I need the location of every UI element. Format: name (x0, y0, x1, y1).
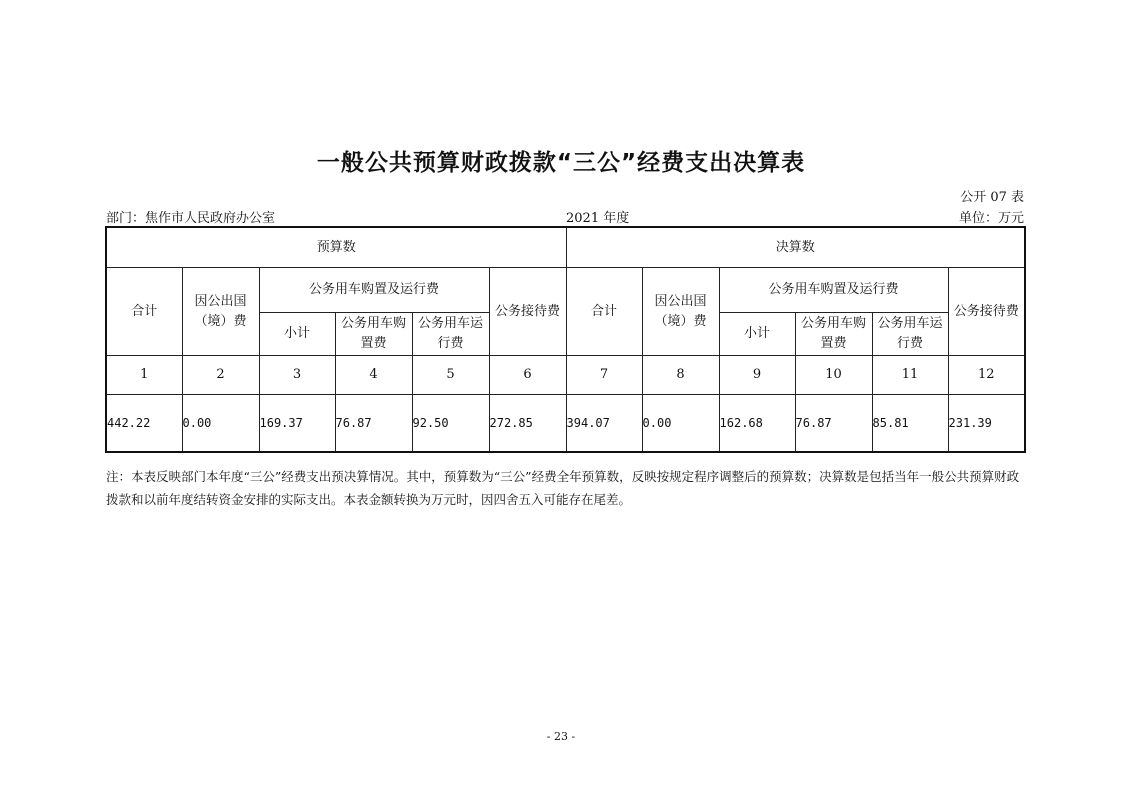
table-cell: 162.68 (719, 395, 795, 453)
table-cell: 0.00 (642, 395, 719, 453)
final-reception-header: 公务接待费 (948, 268, 1025, 356)
column-number: 7 (566, 356, 642, 395)
table-cell: 442.22 (106, 395, 182, 453)
budget-vehicle-operation-header: 公务用车运行费 (412, 313, 489, 356)
column-number: 1 (106, 356, 182, 395)
column-number: 8 (642, 356, 719, 395)
table-cell: 85.81 (872, 395, 948, 453)
final-vehicle-group-header: 公务用车购置及运行费 (719, 268, 948, 313)
final-abroad-header: 因公出国（境）费 (642, 268, 719, 356)
budget-vehicle-purchase-header: 公务用车购置费 (335, 313, 412, 356)
final-group-header: 决算数 (566, 227, 1025, 268)
budget-reception-header: 公务接待费 (489, 268, 566, 356)
budget-total-header: 合计 (106, 268, 182, 356)
budget-vehicle-group-header: 公务用车购置及运行费 (259, 268, 489, 313)
expense-table (105, 226, 1026, 453)
table-cell: 76.87 (795, 395, 872, 453)
final-subtotal-header: 小计 (719, 313, 795, 356)
fiscal-year: 2021 年度 (566, 211, 630, 226)
table-cell: 76.87 (335, 395, 412, 453)
column-number: 3 (259, 356, 335, 395)
budget-subtotal-header: 小计 (259, 313, 335, 356)
table-cell: 169.37 (259, 395, 335, 453)
final-total-header: 合计 (566, 268, 642, 356)
table-cell: 0.00 (182, 395, 259, 453)
column-number: 4 (335, 356, 412, 395)
column-number: 9 (719, 356, 795, 395)
column-number: 6 (489, 356, 566, 395)
column-number: 2 (182, 356, 259, 395)
department-label: 部门：焦作市人民政府办公室 (106, 211, 276, 226)
page-title: 一般公共预算财政拨款“三公”经费支出决算表 (316, 150, 806, 176)
table-cell: 231.39 (948, 395, 1025, 453)
budget-group-header: 预算数 (106, 227, 566, 268)
unit-label: 单位：万元 (958, 211, 1024, 226)
table-cell: 394.07 (566, 395, 642, 453)
final-vehicle-operation-header: 公务用车运行费 (872, 313, 948, 356)
column-number: 10 (795, 356, 872, 395)
form-number: 公开 07 表 (960, 190, 1024, 205)
table-row (106, 395, 1025, 453)
budget-abroad-header: 因公出国（境）费 (182, 268, 259, 356)
page-number: - 23 - (546, 730, 576, 743)
column-number: 12 (948, 356, 1025, 395)
table-cell: 272.85 (489, 395, 566, 453)
footnote: 注：本表反映部门本年度“三公”经费支出预决算情况。其中，预算数为“三公”经费全年预算数，反映按规定程序调整后的预算数；决算数是包括当年一般公共预算财政拨款和以前年度结转资金安排的实际支出。本表金额转换为万元时，因四舍五入可能存在尾差。 (106, 469, 1020, 507)
column-number: 5 (412, 356, 489, 395)
column-number: 11 (872, 356, 948, 395)
final-vehicle-purchase-header: 公务用车购置费 (795, 313, 872, 356)
table-cell: 92.50 (412, 395, 489, 453)
